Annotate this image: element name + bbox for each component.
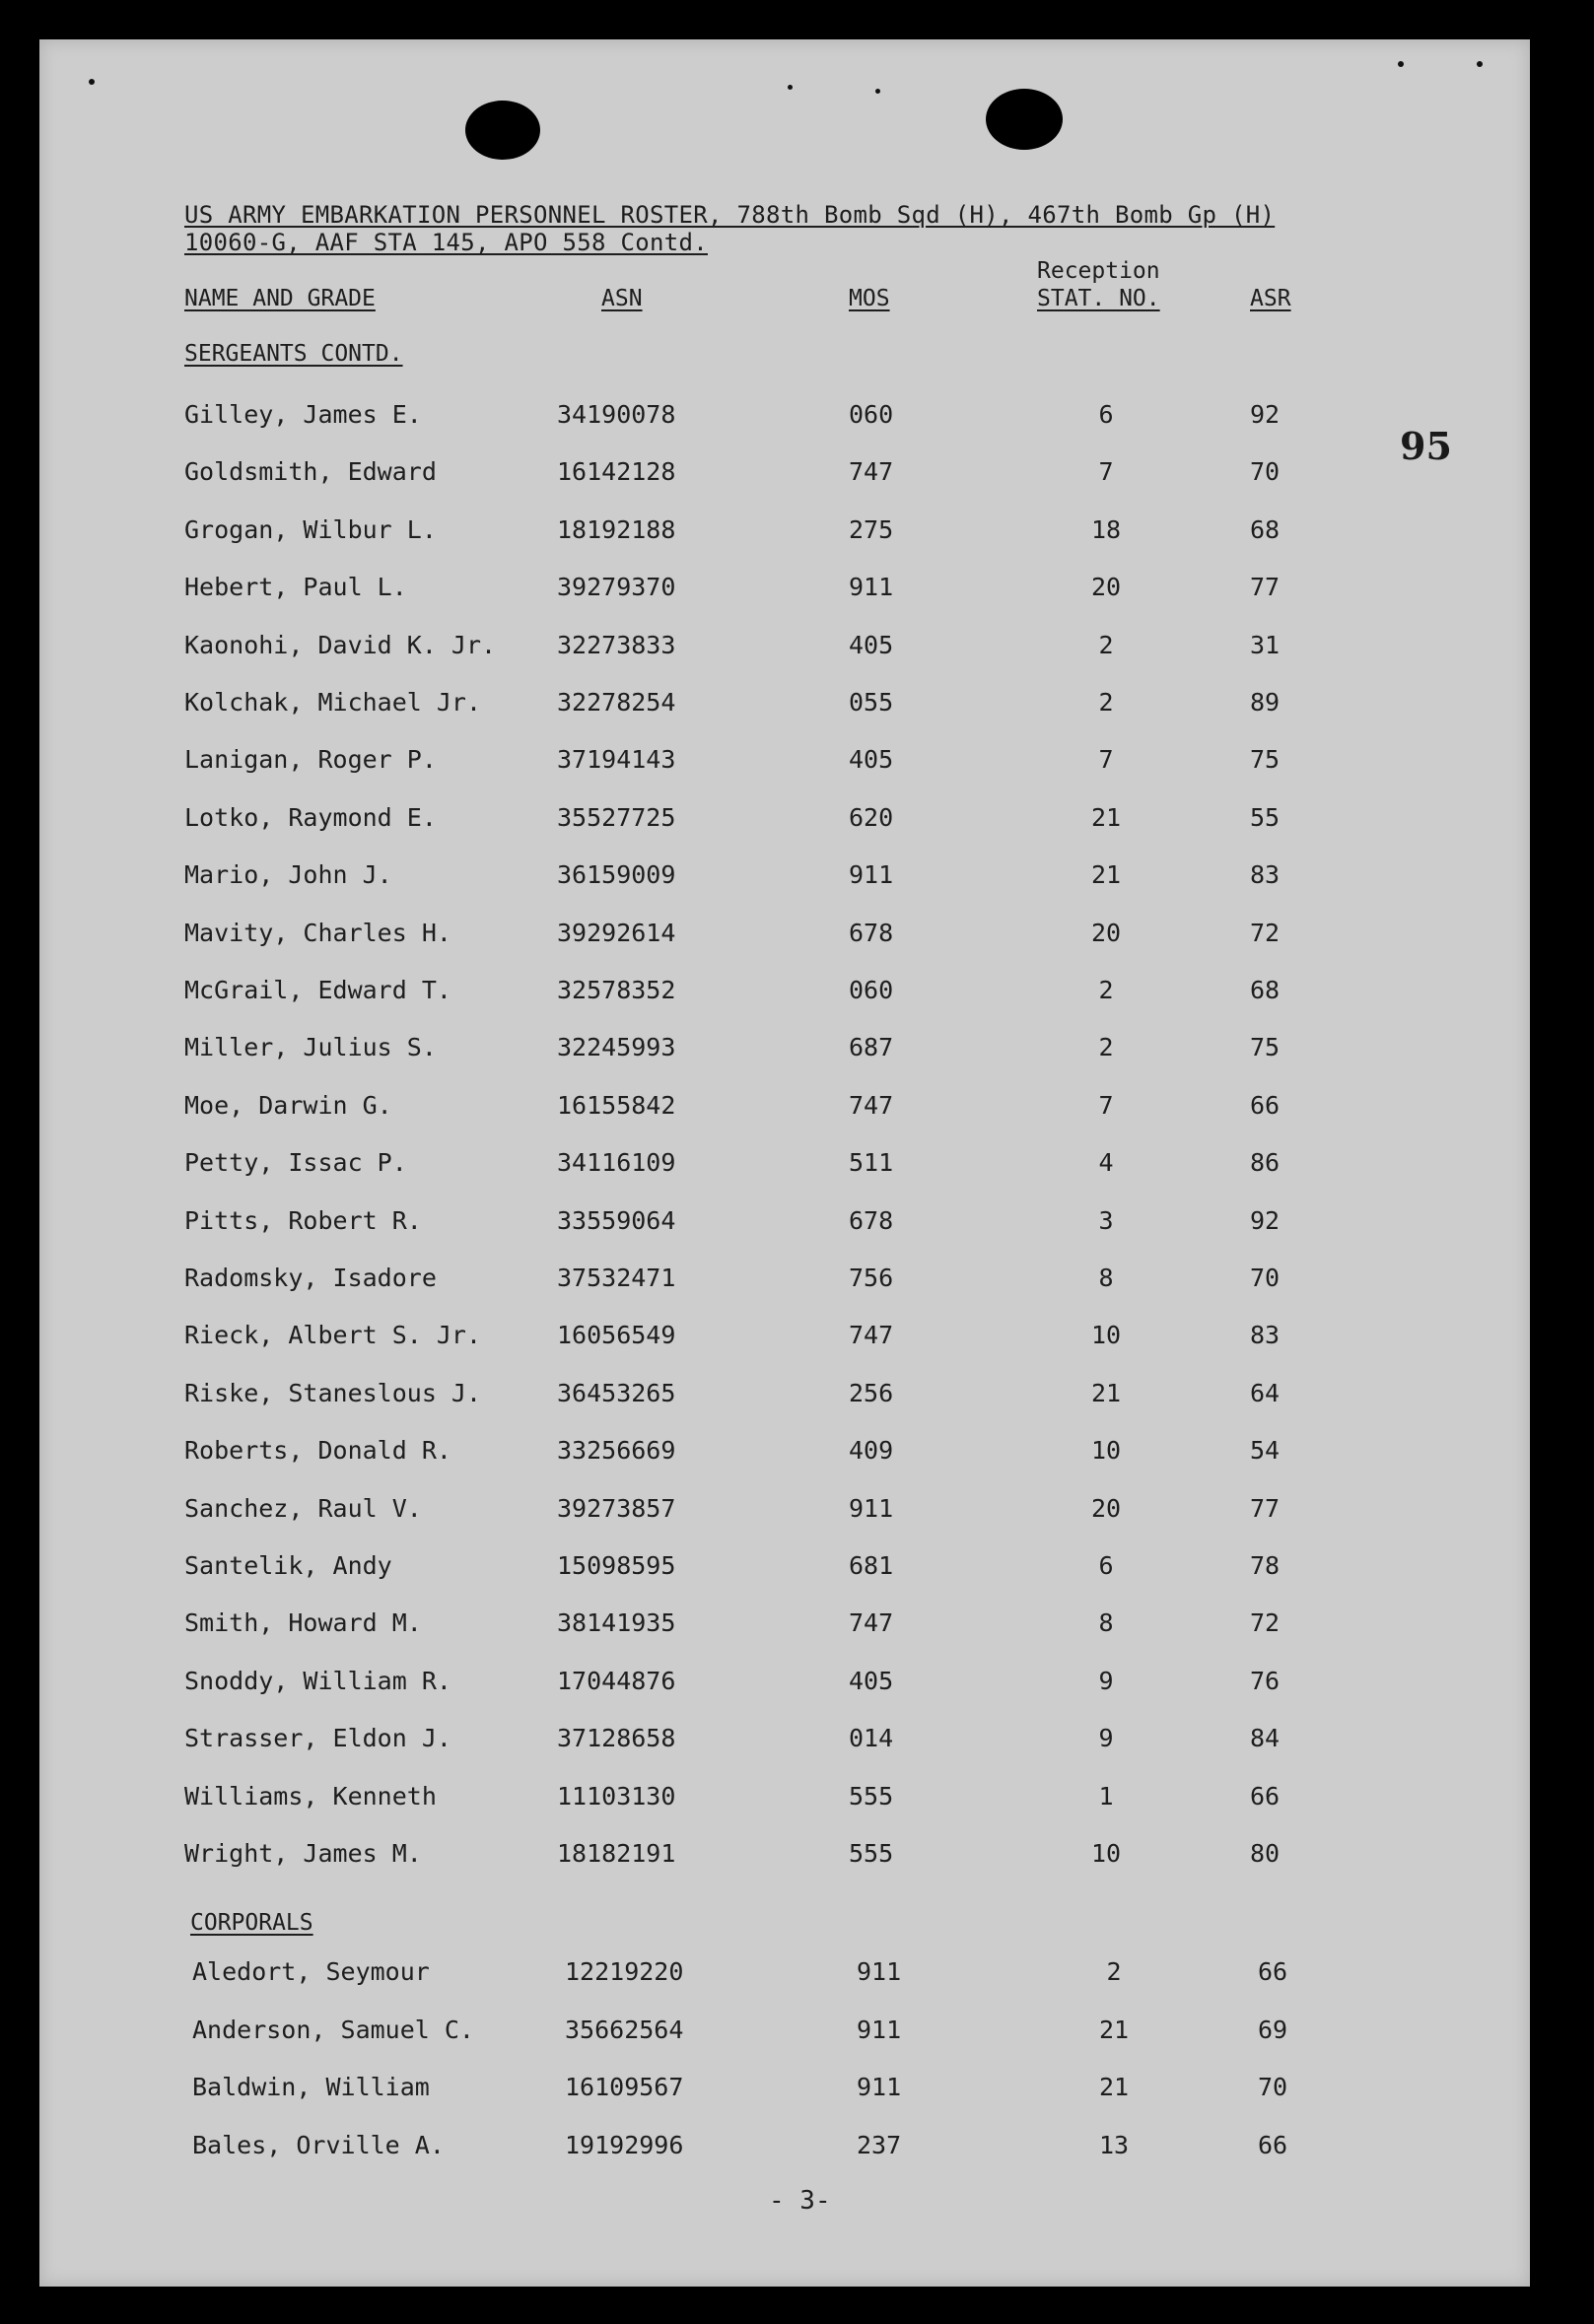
- column-header-stat-no: STAT. NO.: [1037, 286, 1160, 311]
- cell-asr: 80: [1250, 1839, 1281, 1868]
- page-footer: - 3-: [769, 2186, 831, 2216]
- table-row: [39, 919, 1530, 958]
- cell-name: Grogan, Wilbur L.: [184, 514, 437, 544]
- table-row: [39, 400, 1530, 440]
- cell-mos: 405: [849, 745, 894, 775]
- table-row: [39, 803, 1530, 843]
- cell-asn: 33559064: [557, 1205, 676, 1235]
- cell-asr: 64: [1250, 1378, 1281, 1407]
- cell-asn: 18182191: [557, 1839, 676, 1868]
- cell-mos: 511: [849, 1148, 894, 1178]
- cell-asr: 70: [1258, 2073, 1288, 2101]
- cell-mos: 014: [849, 1724, 894, 1753]
- cell-asr: 78: [1250, 1551, 1281, 1580]
- cell-asn: 12219220: [565, 1957, 684, 1986]
- speck-mark: [1477, 61, 1483, 67]
- cell-name: Strasser, Eldon J.: [184, 1724, 451, 1753]
- cell-stat-no: 18: [1090, 514, 1122, 544]
- cell-mos: 275: [849, 514, 894, 544]
- cell-mos: 911: [849, 860, 894, 890]
- cell-asn: 19192996: [565, 2130, 684, 2159]
- cell-asr: 31: [1250, 630, 1281, 659]
- cell-asr: 92: [1250, 400, 1281, 429]
- cell-mos: 237: [857, 2130, 902, 2159]
- cell-mos: 678: [849, 918, 894, 947]
- cell-asr: 72: [1250, 918, 1281, 947]
- cell-name: Riske, Staneslous J.: [184, 1378, 482, 1407]
- cell-asn: 16109567: [565, 2073, 684, 2101]
- cell-stat-no: 10: [1090, 1436, 1122, 1466]
- section-title-corporals: CORPORALS: [190, 1910, 313, 1936]
- cell-name: Smith, Howard M.: [184, 1608, 422, 1638]
- table-row: [39, 745, 1530, 785]
- cell-name: Kaonohi, David K. Jr.: [184, 630, 497, 659]
- cell-asr: 68: [1250, 514, 1281, 544]
- table-row: [39, 1033, 1530, 1072]
- cell-stat-no: 21: [1090, 860, 1122, 890]
- cell-asn: 32273833: [557, 630, 676, 659]
- table-row: [39, 2016, 1530, 2055]
- cell-name: Kolchak, Michael Jr.: [184, 688, 482, 717]
- table-row: [39, 1148, 1530, 1188]
- table-row: [39, 1091, 1530, 1130]
- cell-asr: 66: [1258, 2130, 1288, 2159]
- cell-asn: 36159009: [557, 860, 676, 890]
- cell-stat-no: 7: [1098, 745, 1114, 775]
- cell-asn: 37128658: [557, 1724, 676, 1753]
- cell-stat-no: 9: [1098, 1724, 1114, 1753]
- cell-name: Baldwin, William: [192, 2073, 430, 2101]
- cell-asr: 69: [1258, 2015, 1288, 2044]
- cell-stat-no: 20: [1090, 573, 1122, 602]
- cell-asr: 66: [1258, 1957, 1288, 1986]
- cell-mos: 060: [849, 976, 894, 1004]
- cell-mos: 911: [857, 2015, 902, 2044]
- cell-asn: 34116109: [557, 1148, 676, 1178]
- cell-asn: 39279370: [557, 573, 676, 602]
- column-header-mos: MOS: [849, 286, 890, 311]
- cell-name: Roberts, Donald R.: [184, 1436, 451, 1466]
- cell-asr: 89: [1250, 688, 1281, 717]
- cell-stat-no: 2: [1106, 1957, 1122, 1986]
- cell-name: Bales, Orville A.: [192, 2130, 445, 2159]
- table-row: [39, 1206, 1530, 1246]
- cell-mos: 747: [849, 1321, 894, 1350]
- table-row: [39, 688, 1530, 727]
- cell-asr: 68: [1250, 976, 1281, 1004]
- cell-name: Wright, James M.: [184, 1839, 422, 1868]
- cell-name: Hebert, Paul L.: [184, 573, 407, 602]
- cell-asr: 77: [1250, 573, 1281, 602]
- cell-mos: 911: [849, 1493, 894, 1523]
- speck-mark: [788, 85, 793, 90]
- cell-asr: 70: [1250, 457, 1281, 487]
- table-row: [39, 1379, 1530, 1418]
- cell-stat-no: 3: [1098, 1205, 1114, 1235]
- punch-hole-left: [465, 101, 540, 160]
- cell-name: Sanchez, Raul V.: [184, 1493, 422, 1523]
- column-header-reception: Reception: [1037, 258, 1160, 284]
- table-row: [39, 2073, 1530, 2112]
- cell-stat-no: 4: [1098, 1148, 1114, 1178]
- table-row: [39, 860, 1530, 900]
- cell-name: Mavity, Charles H.: [184, 918, 451, 947]
- cell-mos: 256: [849, 1378, 894, 1407]
- cell-name: Aledort, Seymour: [192, 1957, 430, 1986]
- cell-stat-no: 7: [1098, 457, 1114, 487]
- cell-stat-no: 2: [1098, 688, 1114, 717]
- roster-title-line-2: 10060-G, AAF STA 145, APO 558 Contd.: [184, 229, 708, 256]
- cell-name: Miller, Julius S.: [184, 1033, 437, 1062]
- cell-asn: 32245993: [557, 1033, 676, 1062]
- table-row: [39, 1608, 1530, 1648]
- cell-name: Moe, Darwin G.: [184, 1090, 392, 1120]
- cell-asr: 83: [1250, 1321, 1281, 1350]
- cell-mos: 405: [849, 1666, 894, 1695]
- cell-asr: 84: [1250, 1724, 1281, 1753]
- cell-name: Petty, Issac P.: [184, 1148, 407, 1178]
- cell-stat-no: 20: [1090, 918, 1122, 947]
- cell-asr: 72: [1250, 1608, 1281, 1638]
- cell-name: Lanigan, Roger P.: [184, 745, 437, 775]
- cell-asn: 16155842: [557, 1090, 676, 1120]
- cell-mos: 756: [849, 1264, 894, 1292]
- cell-asn: 34190078: [557, 400, 676, 429]
- cell-name: Lotko, Raymond E.: [184, 802, 437, 832]
- cell-asn: 15098595: [557, 1551, 676, 1580]
- cell-stat-no: 21: [1090, 1378, 1122, 1407]
- cell-stat-no: 13: [1098, 2130, 1130, 2159]
- cell-stat-no: 21: [1098, 2015, 1130, 2044]
- cell-name: Anderson, Samuel C.: [192, 2015, 474, 2044]
- cell-asn: 39273857: [557, 1493, 676, 1523]
- cell-stat-no: 8: [1098, 1264, 1114, 1292]
- table-row: [39, 1724, 1530, 1763]
- cell-stat-no: 10: [1090, 1839, 1122, 1868]
- cell-name: Rieck, Albert S. Jr.: [184, 1321, 482, 1350]
- cell-name: McGrail, Edward T.: [184, 976, 451, 1004]
- table-row: [39, 1494, 1530, 1534]
- page-number: 95: [1400, 424, 1452, 468]
- column-header-asr: ASR: [1250, 286, 1291, 311]
- cell-asn: 18192188: [557, 514, 676, 544]
- column-header-asn: ASN: [601, 286, 643, 311]
- cell-asn: 16056549: [557, 1321, 676, 1350]
- cell-asn: 16142128: [557, 457, 676, 487]
- cell-stat-no: 20: [1090, 1493, 1122, 1523]
- table-row: [39, 1957, 1530, 1997]
- table-row: [39, 1264, 1530, 1303]
- cell-mos: 060: [849, 400, 894, 429]
- cell-mos: 678: [849, 1205, 894, 1235]
- cell-stat-no: 21: [1098, 2073, 1130, 2101]
- table-row: [39, 1839, 1530, 1879]
- cell-stat-no: 2: [1098, 630, 1114, 659]
- table-row: [39, 573, 1530, 612]
- column-header-name: NAME AND GRADE: [184, 286, 376, 311]
- cell-asn: 35662564: [565, 2015, 684, 2044]
- cell-mos: 911: [857, 1957, 902, 1986]
- cell-name: Mario, John J.: [184, 860, 392, 890]
- cell-mos: 911: [849, 573, 894, 602]
- cell-asr: 66: [1250, 1781, 1281, 1811]
- cell-stat-no: 1: [1098, 1781, 1114, 1811]
- cell-asn: 39292614: [557, 918, 676, 947]
- section-title-sergeants: SERGEANTS CONTD.: [184, 341, 403, 367]
- cell-name: Gilley, James E.: [184, 400, 422, 429]
- cell-mos: 620: [849, 802, 894, 832]
- cell-mos: 555: [849, 1781, 894, 1811]
- cell-asn: 32578352: [557, 976, 676, 1004]
- cell-name: Snoddy, William R.: [184, 1666, 451, 1695]
- cell-asr: 86: [1250, 1148, 1281, 1178]
- cell-asn: 37194143: [557, 745, 676, 775]
- cell-asr: 76: [1250, 1666, 1281, 1695]
- cell-name: Santelik, Andy: [184, 1551, 392, 1580]
- speck-mark: [89, 79, 95, 85]
- table-row: [39, 2131, 1530, 2170]
- cell-mos: 055: [849, 688, 894, 717]
- cell-asr: 75: [1250, 745, 1281, 775]
- cell-asr: 92: [1250, 1205, 1281, 1235]
- cell-name: Goldsmith, Edward: [184, 457, 437, 487]
- cell-stat-no: 10: [1090, 1321, 1122, 1350]
- cell-mos: 405: [849, 630, 894, 659]
- cell-stat-no: 2: [1098, 976, 1114, 1004]
- punch-hole-right: [986, 89, 1063, 150]
- table-row: [39, 1782, 1530, 1821]
- cell-stat-no: 6: [1098, 400, 1114, 429]
- cell-asr: 75: [1250, 1033, 1281, 1062]
- cell-name: Williams, Kenneth: [184, 1781, 437, 1811]
- cell-stat-no: 2: [1098, 1033, 1114, 1062]
- table-row: [39, 976, 1530, 1015]
- cell-asr: 55: [1250, 802, 1281, 832]
- cell-asn: 37532471: [557, 1264, 676, 1292]
- cell-stat-no: 8: [1098, 1608, 1114, 1638]
- cell-asr: 66: [1250, 1090, 1281, 1120]
- cell-asn: 35527725: [557, 802, 676, 832]
- cell-name: Pitts, Robert R.: [184, 1205, 422, 1235]
- table-row: [39, 631, 1530, 670]
- cell-asr: 70: [1250, 1264, 1281, 1292]
- roster-title-line-1: US ARMY EMBARKATION PERSONNEL ROSTER, 788th Bomb Sqd (H), 467th Bomb Gp (H): [184, 201, 1276, 229]
- table-row: [39, 1667, 1530, 1706]
- cell-stat-no: 9: [1098, 1666, 1114, 1695]
- cell-asr: 77: [1250, 1493, 1281, 1523]
- table-row: [39, 457, 1530, 497]
- cell-stat-no: 21: [1090, 802, 1122, 832]
- cell-mos: 681: [849, 1551, 894, 1580]
- speck-mark: [875, 89, 880, 94]
- cell-asr: 83: [1250, 860, 1281, 890]
- cell-asn: 17044876: [557, 1666, 676, 1695]
- cell-name: Radomsky, Isadore: [184, 1264, 437, 1292]
- cell-mos: 747: [849, 1090, 894, 1120]
- table-row: [39, 1551, 1530, 1591]
- cell-mos: 747: [849, 1608, 894, 1638]
- cell-stat-no: 6: [1098, 1551, 1114, 1580]
- cell-mos: 409: [849, 1436, 894, 1466]
- cell-mos: 911: [857, 2073, 902, 2101]
- speck-mark: [1398, 61, 1404, 67]
- cell-mos: 555: [849, 1839, 894, 1868]
- cell-asn: 32278254: [557, 688, 676, 717]
- cell-stat-no: 7: [1098, 1090, 1114, 1120]
- cell-mos: 687: [849, 1033, 894, 1062]
- table-row: [39, 1436, 1530, 1475]
- cell-asn: 11103130: [557, 1781, 676, 1811]
- cell-asn: 38141935: [557, 1608, 676, 1638]
- cell-mos: 747: [849, 457, 894, 487]
- cell-asn: 36453265: [557, 1378, 676, 1407]
- table-row: [39, 515, 1530, 555]
- roster-page: [39, 39, 1530, 2287]
- cell-asr: 54: [1250, 1436, 1281, 1466]
- table-row: [39, 1321, 1530, 1360]
- cell-asn: 33256669: [557, 1436, 676, 1466]
